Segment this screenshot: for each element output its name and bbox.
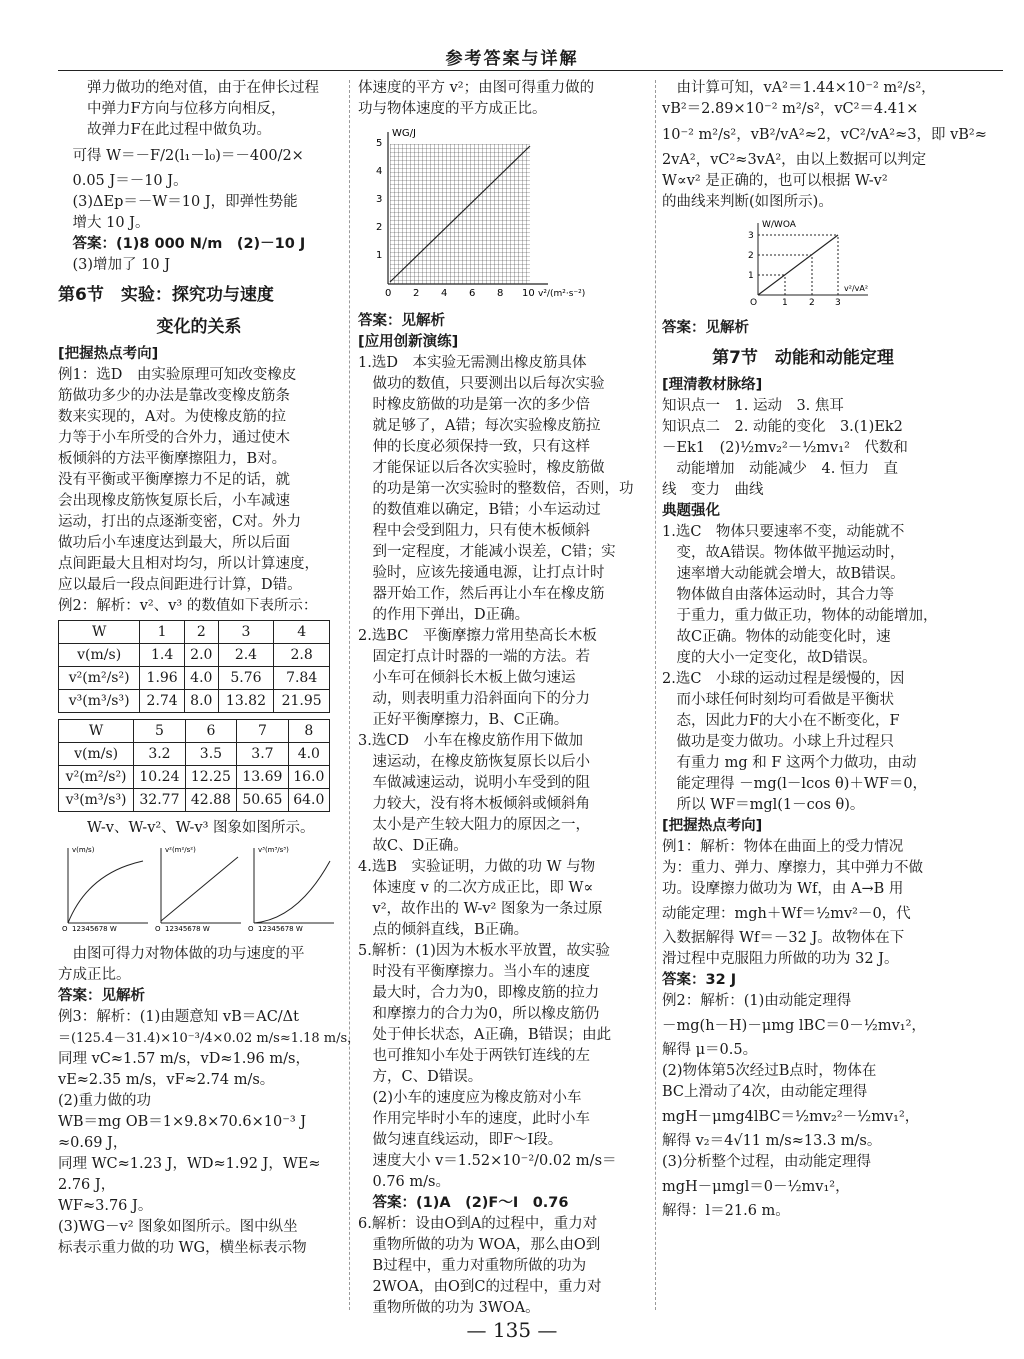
subheading: [把握热点考向] <box>662 818 763 834</box>
text-line: (3)ΔEp＝－W＝10 J，即弹性势能 <box>72 194 298 210</box>
column-middle <box>358 78 648 1319</box>
text-line: vB²＝2.89×10⁻² m²/s²，vC²＝4.41× <box>662 101 919 117</box>
graph-label: O <box>750 298 758 308</box>
text-line: 的数值难以确定，B错；小车运动过 <box>372 502 601 518</box>
graph-w-v3 <box>248 846 334 933</box>
text-line: 就足够了，A错；每次实验橡皮筋拉 <box>372 418 601 434</box>
text-line: (3)增加了 10 J <box>72 257 171 273</box>
subheading: 典题强化 <box>662 503 720 519</box>
graph-label: 5 <box>376 138 383 149</box>
text-line: 知识点一 1. 运动 3. 焦耳 <box>662 398 844 414</box>
text-line: 中弹力F方向与位移方向相反， <box>87 101 286 117</box>
header-title: 参考答案与详解 <box>445 49 579 69</box>
text-line: 滑过程中克服阻力所做的功为 32 J。 <box>662 951 899 967</box>
text-line: 例1：解析：物体在曲面上的受力情况 <box>662 839 904 855</box>
table-cell: 3 <box>218 621 274 644</box>
text-line: 由计算可知，vA²＝1.44×10⁻² m²/s²， <box>676 80 936 96</box>
table-cell: 4 <box>274 621 330 644</box>
section-7-block <box>662 375 944 1222</box>
text-line: 度的大小一定变化，故D错误。 <box>676 650 877 666</box>
graph-w-v <box>62 846 148 933</box>
text-line: v²，故作出的 W-v² 图象为一条过原 <box>372 901 603 917</box>
text-line: WF≈3.76 J。 <box>58 1198 153 1214</box>
graph-label: 12345678 W <box>258 925 303 933</box>
column-divider <box>655 80 656 1310</box>
text-line: 没有平衡或平衡摩擦力不足的话，就 <box>58 472 290 488</box>
text-line: 4.选B 实验证明，力做的功 W 与物 <box>358 859 596 875</box>
text-line: 处于伸长状态，A正确，B错误；由此 <box>372 1027 612 1043</box>
graph-label: 3 <box>835 298 841 308</box>
table-cell: 8 <box>288 720 329 743</box>
text-line: 2.选BC 平衡摩擦力常用垫高长木板 <box>358 628 597 644</box>
text-line: 速率增大动能就会增大，故B错误。 <box>676 566 905 582</box>
text-line: 时橡皮筋做的功是第一次的多少倍 <box>372 397 590 413</box>
graph-label: 1 <box>376 250 383 261</box>
text-line: (2)物体第5次经过B点时，物体在 <box>662 1063 877 1079</box>
text-line: 运动，打出的点逐渐变密，C对。外力 <box>58 514 302 530</box>
text-line: 5.解析：(1)因为木板水平放置，故实验 <box>358 943 610 959</box>
graph-label: 4 <box>376 166 383 177</box>
graph-label: 4 <box>441 288 448 299</box>
table-cell: v²(m²/s²) <box>59 766 134 789</box>
graph-w-v2 <box>155 846 241 933</box>
text-line: 3.选CD 小车在橡皮筋作用下做加 <box>358 733 584 749</box>
graph-label: 3 <box>748 231 754 241</box>
answer-block-1 <box>58 78 340 276</box>
text-line: 小车可在倾斜长木板上做匀速运 <box>372 670 576 686</box>
text-line: mgH－μmg4lBC＝½mv₂²－½mv₁²， <box>662 1109 920 1125</box>
subheading: [把握热点考向] <box>58 346 159 362</box>
page-header <box>0 0 1024 72</box>
page-number: — 135 — <box>466 1318 558 1342</box>
text-line: 故C、D正确。 <box>372 838 468 854</box>
text-line: 做功后小车速度达到最大，所以后面 <box>58 535 290 551</box>
answer-line: 答案：见解析 <box>358 313 445 329</box>
column-left <box>58 78 361 1259</box>
section-title: 第6节 实验：探究功与速度 <box>58 285 274 305</box>
text-line: 由图可得力对物体做的功与速度的平 <box>72 946 305 962</box>
graph-label: WG/J <box>392 128 416 139</box>
text-line: B过程中，重力对重物所做的功为 <box>372 1258 587 1274</box>
text-line: 入数据解得 Wf＝－32 J。故物体在下 <box>662 930 905 946</box>
text-line: 板倾斜的方法平衡摩擦阻力，B对。 <box>58 451 287 467</box>
text-line: 力较大，没有将木板倾斜或倾斜角 <box>372 796 590 812</box>
text-line: WB＝mg OB＝1×9.8×70.6×10⁻³ J <box>58 1114 307 1130</box>
text-line: 器开始工作，然后再让小车在橡皮筋 <box>372 586 605 602</box>
text-line: 物体做自由落体运动时，其合力等 <box>676 587 894 603</box>
text-line: (2)重力做的功 <box>58 1093 152 1109</box>
text-line: 会出现橡皮筋恢复原长后，小车减速 <box>58 493 290 509</box>
table-cell: 2.74 <box>140 690 185 713</box>
text-line: 变，故A错误。物体做平抛运动时， <box>676 545 905 561</box>
table-cell: 2.4 <box>218 644 274 667</box>
text-line: 解得 v₂＝4√11 m/s≈13.3 m/s。 <box>662 1133 882 1149</box>
graph-label: W/WOA <box>762 220 796 230</box>
table-cell: 3.7 <box>237 743 288 766</box>
table-cell: 2.0 <box>184 644 218 667</box>
graph-label: O <box>155 925 161 933</box>
text-line: 解得：l＝21.6 m。 <box>662 1203 790 1219</box>
text-line: －mg(h－H)－μmg lBC＝0－½mv₁²， <box>662 1018 926 1034</box>
text-line: 力等于小车所受的合外力，通过使木 <box>58 430 290 446</box>
text-line: 0.76 m/s。 <box>372 1174 450 1190</box>
text-line: 故弹力F在此过程中做负功。 <box>87 122 272 138</box>
text-line: 数来实现的，A对。为使橡皮筋的拉 <box>58 409 286 425</box>
text-line: ＝(125.4－31.4)×10⁻³/4×0.02 m/s≈1.18 m/s， <box>58 1031 361 1046</box>
text-line: 车做减速运动，说明小车受到的阻 <box>372 775 590 791</box>
text-line: 10⁻² m²/s²，vB²/vA²≈2，vC²/vA²≈3，即 vB²≈ <box>662 127 987 143</box>
graph-label: 10 <box>522 288 535 299</box>
text-line: 于重力，重力做正功，物体的动能增加， <box>676 608 938 624</box>
text-line: 体速度 v 的二次方成正比，即 W∝ <box>372 880 594 896</box>
text-line: 重物所做的功为 WOA，那么由O到 <box>372 1237 601 1253</box>
table-cell: 3.5 <box>185 743 236 766</box>
w-v2-ratio-graph <box>732 217 882 307</box>
table-cell: 4.0 <box>184 667 218 690</box>
text-line: 功与物体速度的平方成正比。 <box>358 101 547 117</box>
text-line: (3)WG－v² 图象如图所示。图中纵坐 <box>58 1219 298 1235</box>
text-line: 知识点二 2. 动能的变化 3.(1)Ek2 <box>662 419 903 435</box>
graph-label: 0 <box>385 288 392 299</box>
table-cell: 4.0 <box>288 743 329 766</box>
table-cell: 13.82 <box>218 690 274 713</box>
table-cell: 7 <box>237 720 288 743</box>
wg-v2-graph <box>358 124 638 300</box>
table-cell: 5 <box>134 720 185 743</box>
graph-label: v²/vA² <box>844 284 869 293</box>
text-line: mgH－μmgl＝0－½mv₁²， <box>662 1179 850 1195</box>
answer-line: 答案：见解析 <box>662 320 749 336</box>
table-cell: 8.0 <box>184 690 218 713</box>
graph-label: 1 <box>748 271 754 281</box>
table-cell: 2 <box>184 621 218 644</box>
table-cell: 32.77 <box>134 789 185 812</box>
data-table-1 <box>58 620 330 713</box>
text-line: 重物所做的功为 3WOA。 <box>372 1300 540 1316</box>
text-line: 1.选C 物体只要速率不变，动能就不 <box>662 524 905 540</box>
text-line: 功。设摩擦力做功为 Wf，由 A→B 用 <box>662 881 904 897</box>
table-cell: 50.65 <box>237 789 288 812</box>
text-line: vE≈2.35 m/s，vF≈2.74 m/s。 <box>58 1072 275 1088</box>
answer-line: 答案：(1)A (2)F～I 0.76 <box>372 1195 569 1211</box>
graph-label: 2 <box>376 222 383 233</box>
table-cell: 1 <box>140 621 185 644</box>
example-3-block <box>58 944 361 1259</box>
text-line: 程中会受到阻力，只有使木板倾斜 <box>372 523 590 539</box>
hotspot-block <box>58 344 340 617</box>
data-table-2 <box>58 719 330 812</box>
text-line: 例2：解析：v²、v³ 的数值如下表所示： <box>58 598 318 614</box>
text-line: 做功是变力做功。小球上升过程只 <box>676 734 894 750</box>
text-line: 解得 μ＝0.5。 <box>662 1042 758 1058</box>
column-right <box>662 78 987 1222</box>
table-cell: v(m/s) <box>59 743 134 766</box>
text-line: 的功是第一次实验时的整数倍，否则，功 <box>372 481 634 497</box>
section-title: 变化的关系 <box>156 317 242 337</box>
text-line: 做功的数值，只要测出以后每次实验 <box>372 376 605 392</box>
text-line: 例3：解析：(1)由题意知 vB＝AC/Δt <box>58 1009 299 1025</box>
answer-line: 答案：32 J <box>662 972 737 988</box>
table-cell: 2.8 <box>274 644 330 667</box>
table-cell: v³(m³/s³) <box>59 789 134 812</box>
text-line: 才能保证以后各次实验时，橡皮筋做 <box>372 460 605 476</box>
text-line: 2WOA，由O到C的过程中，重力对 <box>372 1279 602 1295</box>
text-line: 速度大小 v＝1.52×10⁻²/0.02 m/s＝ <box>372 1153 617 1169</box>
graph-label: 1 <box>782 298 788 308</box>
table-cell: 1.96 <box>140 667 185 690</box>
text-line: －Ek1 (2)½mv₂²－½mv₁² 代数和 <box>662 440 908 456</box>
text-line: 动能定理：mgh＋Wf＝½mv²－0，代 <box>662 906 911 922</box>
section-title: 第7节 动能和动能定理 <box>712 348 894 368</box>
text-line: 作用完毕时小车的速度，此时小车 <box>372 1111 590 1127</box>
answer-line: 答案：见解析 <box>58 988 145 1004</box>
subheading: [理清教材脉络] <box>662 377 763 393</box>
text-line: 同理 WC≈1.23 J，WD≈1.92 J，WE≈ <box>58 1156 321 1172</box>
table-cell: v³(m³/s³) <box>59 690 140 713</box>
graph-label: 2 <box>809 298 815 308</box>
practice-block <box>358 311 648 1319</box>
table-cell: 1.4 <box>140 644 185 667</box>
text-line: 固定打点计时器的一端的方法。若 <box>372 649 590 665</box>
table-cell: v²(m²/s²) <box>59 667 140 690</box>
text-line: ≈0.69 J， <box>58 1135 128 1151</box>
table-cell: 12.25 <box>185 766 236 789</box>
text-line: 正好平衡摩擦力，B、C正确。 <box>372 712 569 728</box>
text-line: 标表示重力做的功 WG，横坐标表示物 <box>58 1240 307 1256</box>
text-line: 方，C、D错误。 <box>372 1069 483 1085</box>
graph-label: v(m/s) <box>72 846 95 854</box>
text-line: 动能增加 动能减少 4. 恒力 直 <box>662 461 898 477</box>
text-line: 可得 W＝－F/2(l₁－l₀)＝－400/2× <box>72 148 304 164</box>
answer-line: 答案：(1)8 000 N/m (2)－10 J <box>72 236 306 252</box>
text-line: 2.76 J， <box>58 1177 116 1193</box>
text-line: 伸的长度必须保持一致，只有这样 <box>372 439 590 455</box>
graph-label: O <box>62 925 68 933</box>
text-line: 1.选D 本实验无需测出橡皮筋具体 <box>358 355 587 371</box>
graph-label: O <box>248 925 254 933</box>
text-line: BC上滑动了4次，由动能定理得 <box>662 1084 868 1100</box>
text-line: 同理 vC≈1.57 m/s，vD≈1.96 m/s， <box>58 1051 310 1067</box>
text-line: 6.解析：设由O到A的过程中，重力对 <box>358 1216 598 1232</box>
table-cell: 64.0 <box>288 789 329 812</box>
table-cell: 13.69 <box>237 766 288 789</box>
text-line: 0.05 J＝－10 J。 <box>72 173 188 189</box>
table-cell: 7.84 <box>274 667 330 690</box>
text-line: 点间距最大且相对均匀，所以计算速度， <box>58 556 319 572</box>
text-line: 和摩擦力的合力为0，所以橡皮筋仍 <box>372 1006 600 1022</box>
text-line: (2)小车的速度应为橡皮筋对小车 <box>372 1090 582 1106</box>
text-line: 故C正确。物体的动能变化时，速 <box>676 629 891 645</box>
text-line: 最大时，合力为0，即橡皮筋的拉力 <box>372 985 600 1001</box>
text-line: 的曲线来判断(如图所示)。 <box>662 194 833 210</box>
graph-label: v²/(m²·s⁻²) <box>538 289 586 299</box>
text-line: 2.选C 小球的运动过程是缓慢的，因 <box>662 671 905 687</box>
table-cell: 21.95 <box>274 690 330 713</box>
text-line: 而小球任何时刻均可看做是平衡状 <box>676 692 894 708</box>
table-cell: v(m/s) <box>59 644 140 667</box>
text-line: 应以最后一段点间距进行计算，D错。 <box>58 577 302 593</box>
text-line: 例1：选D 由实验原理可知改变橡皮 <box>58 367 297 383</box>
table-cell: 5.76 <box>218 667 274 690</box>
header-rule <box>58 70 1003 71</box>
text-line: 也可推知小车处于两铁钉连线的左 <box>372 1048 590 1064</box>
graph-label: 3 <box>376 194 383 205</box>
graph-label: 12345678 W <box>72 925 117 933</box>
graph-label: 6 <box>469 288 476 299</box>
text-line: 做匀速直线运动，即F～I段。 <box>372 1132 563 1148</box>
table-cell: 42.88 <box>185 789 236 812</box>
table-cell: W <box>59 720 134 743</box>
text-line: 弹力做功的绝对值，由于在伸长过程 <box>87 80 319 96</box>
text-line: (3)分析整个过程，由动能定理得 <box>662 1154 872 1170</box>
text-line: 例2：解析：(1)由动能定理得 <box>662 993 852 1009</box>
table-cell: 10.24 <box>134 766 185 789</box>
text-line: 时没有平衡摩擦力。当小车的速度 <box>372 964 590 980</box>
text-line: 到一定程度，才能减小误差，C错；实 <box>372 544 616 560</box>
subheading: [应用创新演练] <box>358 334 459 350</box>
text-line: 态，因此力F的大小在不断变化，F <box>676 713 900 729</box>
table-cell: 6 <box>185 720 236 743</box>
column-divider <box>349 80 350 1310</box>
graph-label: 2 <box>413 288 420 299</box>
text-line: 增大 10 J。 <box>72 215 150 231</box>
text-line: 体速度的平方 v²；由图可得重力做的 <box>358 80 595 96</box>
text-line: 为：重力、弹力、摩擦力，其中弹力不做 <box>662 860 923 876</box>
graph-label: v³(m³/s³) <box>258 846 289 854</box>
three-graphs-figure <box>58 843 338 933</box>
text-line: 筋做功多少的办法是靠改变橡皮筋条 <box>58 388 290 404</box>
table-cell: 16.0 <box>288 766 329 789</box>
text-line: 所以 WF＝mgl(1－cos θ)。 <box>676 797 865 813</box>
text-line: 太小是产生较大阻力的原因之一， <box>372 817 590 833</box>
text-line: 点的倾斜直线，B正确。 <box>372 922 529 938</box>
text-line: 动，则表明重力沿斜面向下的分力 <box>372 691 590 707</box>
text-line: W∝v² 是正确的，也可以根据 W-v² <box>662 173 888 189</box>
text-line: 线 变力 曲线 <box>662 482 764 498</box>
graph-label: 12345678 W <box>165 925 210 933</box>
text-line: 有重力 mg 和 F 这两个力做功，由动 <box>676 755 917 771</box>
text-line: 速运动，在橡皮筋恢复原长以后小 <box>372 754 590 770</box>
text-line: 方成正比。 <box>58 967 131 983</box>
text-line: 能定理得 －mg(l－lcos θ)＋WF＝0， <box>676 776 928 792</box>
graph-label: 2 <box>748 251 754 261</box>
text-line: 2vA²，vC²≈3vA²，由以上数据可以判定 <box>662 152 927 168</box>
graph-label: 8 <box>497 288 504 299</box>
text-line: 验时，应该先接通电源，让打点计时 <box>372 565 605 581</box>
text-line: 的作用下弹出，D正确。 <box>372 607 530 623</box>
table-cell: W <box>59 621 140 644</box>
graphs-caption: W-v、W-v²、W-v³ 图象如图所示。 <box>87 820 315 836</box>
graph-label: v²(m²/s²) <box>165 846 196 854</box>
table-cell: 3.2 <box>134 743 185 766</box>
